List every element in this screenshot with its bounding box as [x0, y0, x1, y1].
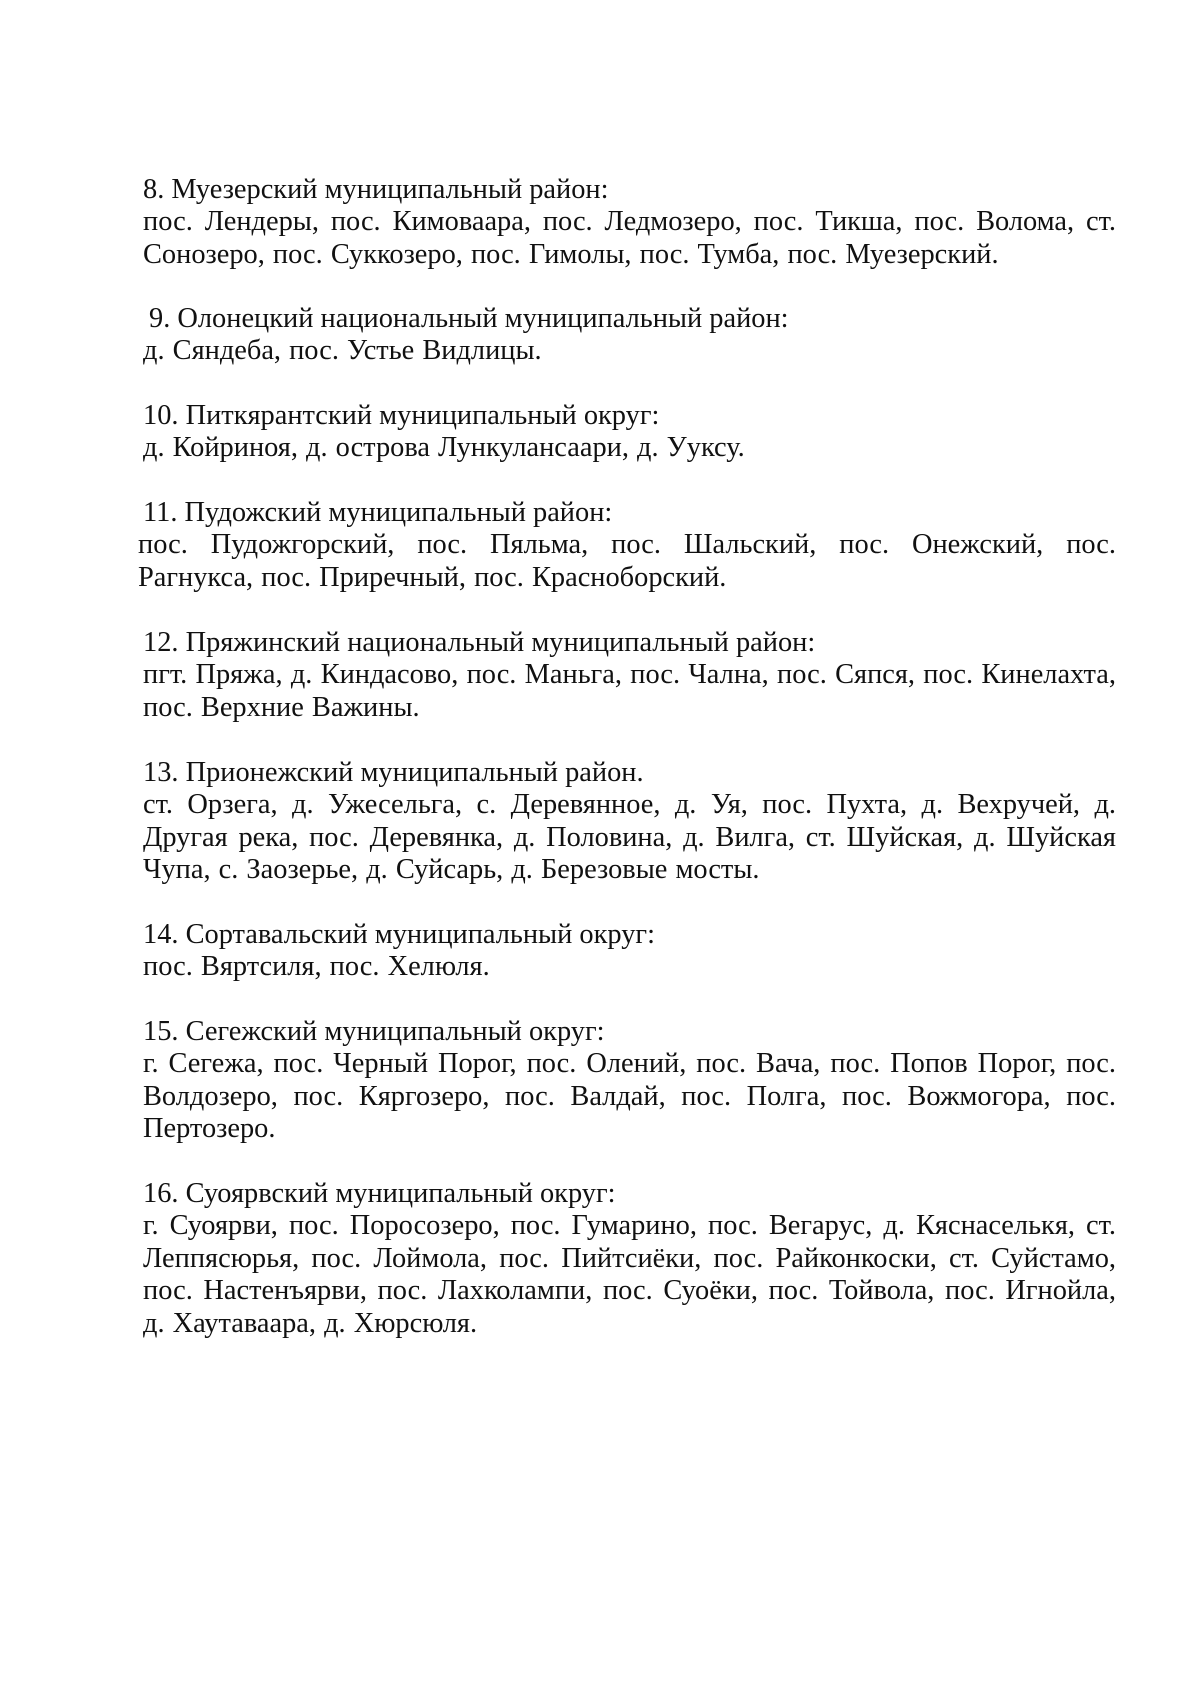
section-suoyarvsky — [143, 1178, 1116, 1340]
section-text: г. Суоярви, пос. Поросозеро, пос. Гумарино, пос. Вегарус, д. Кяснаселькя, ст. Леппясюрья, пос. Лоймола, пос. Пийтсиёки, пос. Райконкоски, ст. Суйстамо, пос. Настенъярви, пос. Лахколампи, пос. Суоёки, пос. Тойвола, пос. Игнойла, д. Хаутаваара, д. Хюрсюля. — [143, 1210, 1116, 1339]
section-text: д. Койриноя, д. острова Лункулансаари, д. Ууксу. — [143, 432, 745, 463]
section-pudozhsky — [138, 497, 1116, 594]
section-heading: 10. Питкярантский муниципальный округ: — [143, 400, 660, 431]
section-heading: 8. Муезерский муниципальный район: — [143, 174, 609, 205]
section-segezhsky — [143, 1016, 1116, 1146]
section-heading: 13. Прионежский муниципальный район. — [143, 757, 644, 788]
section-text: пос. Пудожгорский, пос. Пяльма, пос. Шальский, пос. Онежский, пос. Рагнукса, пос. Приречный, пос. Красноборский. — [138, 529, 1116, 593]
section-text: д. Сяндеба, пос. Устье Видлицы. — [143, 335, 542, 366]
section-text: пгт. Пряжа, д. Киндасово, пос. Маньга, пос. Чална, пос. Сяпся, пос. Кинелахта, пос. Верхние Важины. — [143, 659, 1116, 723]
section-sortavalsky — [143, 919, 1116, 984]
section-text: г. Сегежа, пос. Черный Порог, пос. Олений, пос. Вача, пос. Попов Порог, пос. Волдозеро, пос. Кяргозеро, пос. Валдай, пос. Полга, пос. Вожмогора, пос. Пертозеро. — [143, 1048, 1116, 1144]
section-heading: 12. Пряжинский национальный муниципальный район: — [143, 627, 816, 658]
section-heading: 16. Суоярвский муниципальный округ: — [143, 1178, 616, 1209]
section-olonetsky — [143, 303, 1116, 368]
section-text: пос. Лендеры, пос. Кимоваара, пос. Ледмозеро, пос. Тикша, пос. Волома, ст. Сонозеро, пос. Суккозеро, пос. Гимолы, пос. Тумба, пос. Муезерский. — [143, 206, 1116, 270]
section-pitkyarantsky — [143, 400, 1116, 465]
section-pryazhinsky — [143, 627, 1116, 724]
section-heading: 11. Пудожский муниципальный район: — [143, 497, 613, 528]
section-text: ст. Орзега, д. Ужесельга, с. Деревянное, д. Уя, пос. Пухта, д. Вехручей, д. Другая река, пос. Деревянка, д. Половина, д. Вилга, ст. Шуйская, д. Шуйская Чупа, с. Заозерье, д. Суйсарь, д. Березовые мосты. — [143, 789, 1116, 885]
section-text: пос. Вяртсиля, пос. Хелюля. — [143, 951, 490, 982]
section-muezersky — [143, 174, 1116, 271]
section-prionezhsky — [143, 757, 1116, 887]
section-heading: 14. Сортавальский муниципальный округ: — [143, 919, 655, 950]
section-heading: 15. Сегежский муниципальный округ: — [143, 1016, 605, 1047]
section-heading: 9. Олонецкий национальный муниципальный район: — [149, 303, 789, 334]
